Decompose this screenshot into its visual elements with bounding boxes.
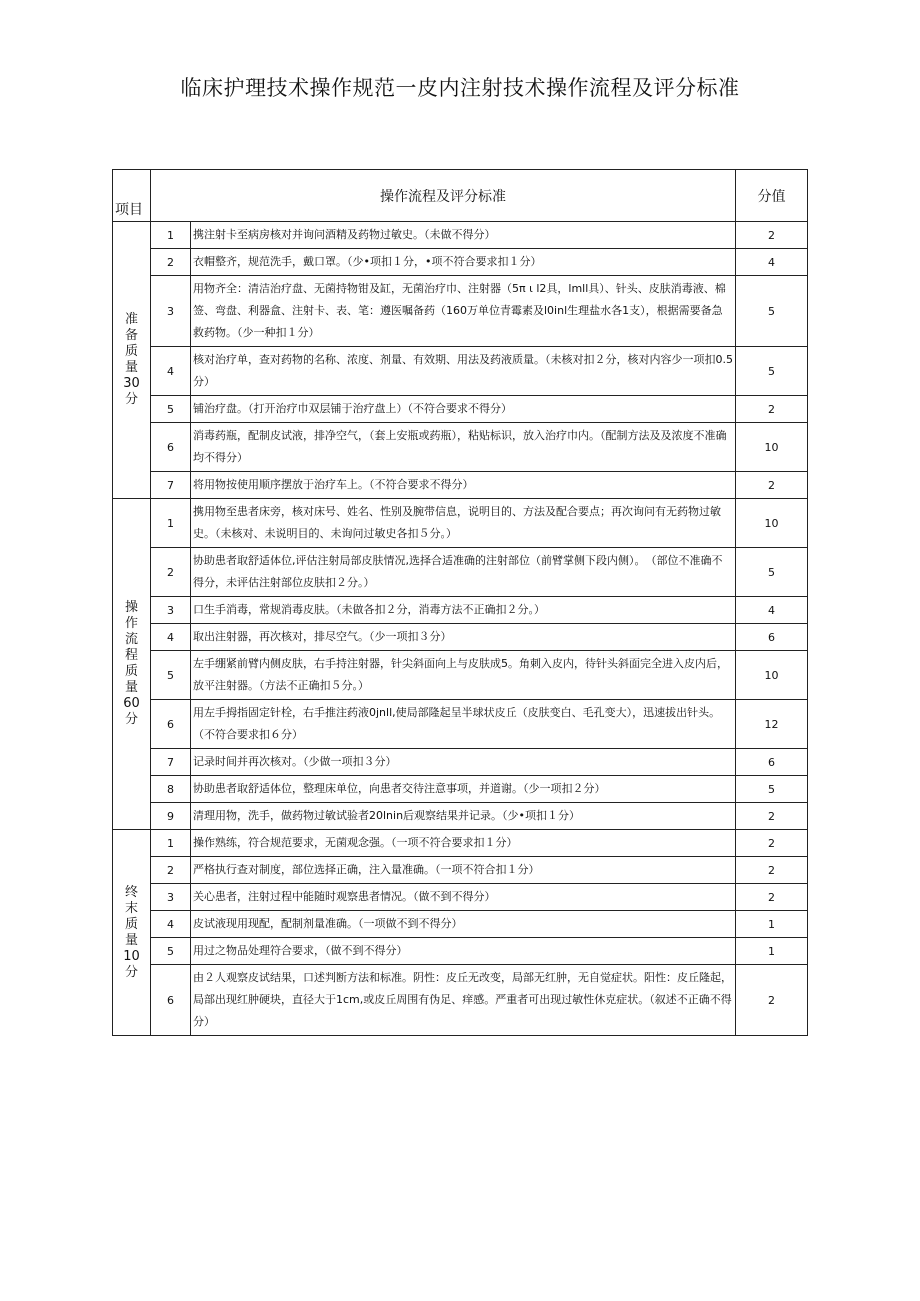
row-number: 6 — [151, 700, 191, 749]
row-score: 6 — [736, 624, 808, 651]
row-number: 6 — [151, 423, 191, 472]
row-number: 4 — [151, 624, 191, 651]
header-process: 操作流程及评分标准 — [151, 170, 736, 222]
table-row — [113, 965, 808, 1036]
row-number: 2 — [151, 548, 191, 597]
table-row — [113, 548, 808, 597]
row-content: 操作熟练，符合规范要求，无菌观念强。（一项不符合要求扣１分） — [191, 830, 736, 857]
row-number: 3 — [151, 597, 191, 624]
row-number: 4 — [151, 347, 191, 396]
row-number: 2 — [151, 857, 191, 884]
table-row — [113, 396, 808, 423]
row-content: 用左手拇指固定针栓，右手推注药液0jnll,使局部隆起呈半球状皮丘（皮肤变白、毛孔变大），迅速拔出针头。（不符合要求扣６分） — [191, 700, 736, 749]
row-number: 4 — [151, 911, 191, 938]
row-score: 5 — [736, 276, 808, 347]
row-score: 5 — [736, 347, 808, 396]
header-item: 项目 — [113, 170, 151, 222]
table-row — [113, 830, 808, 857]
section-cell — [113, 499, 151, 830]
row-content: 左手绷紧前臂内侧皮肤，右手持注射器，针尖斜面向上与皮肤成5。角刺入皮内，待针头斜面完全进入皮内后，放平注射器。（方法不正确扣５分。） — [191, 651, 736, 700]
row-number: 1 — [151, 499, 191, 548]
row-content: 清理用物，洗手，做药物过敏试验者20lnin后观察结果并记录。（少•项扣１分） — [191, 803, 736, 830]
row-content: 核对治疗单，查对药物的名称、浓度、剂量、有效期、用法及药液质量。（未核对扣２分，核对内容少一项扣0.5分） — [191, 347, 736, 396]
row-content: 衣帽整齐，规范洗手，戴口罩。（少•项扣１分，•项不符合要求扣１分） — [191, 249, 736, 276]
row-score: 1 — [736, 938, 808, 965]
table-row — [113, 347, 808, 396]
row-content: 皮试液现用现配，配制剂量准确。（一项做不到不得分） — [191, 911, 736, 938]
table-row — [113, 776, 808, 803]
table-row — [113, 472, 808, 499]
row-content: 协助患者取舒适体位,评估注射局部皮肤情况,选择合适准确的注射部位（前臂掌侧下段内侧）。 （部位不准确不得分，未评估注射部位皮肤扣２分。） — [191, 548, 736, 597]
row-score: 2 — [736, 222, 808, 249]
row-score: 2 — [736, 857, 808, 884]
section-label: 准备质量30分 — [123, 312, 140, 407]
table-row — [113, 423, 808, 472]
row-score: 5 — [736, 548, 808, 597]
row-number: 1 — [151, 222, 191, 249]
row-number: 1 — [151, 830, 191, 857]
row-content: 携注射卡至病房核对并询问酒精及药物过敏史。（未做不得分） — [191, 222, 736, 249]
table-row — [113, 884, 808, 911]
row-number: 9 — [151, 803, 191, 830]
header-score: 分值 — [736, 170, 808, 222]
row-content: 携用物至患者床旁，核对床号、姓名、性别及腕带信息，说明目的、方法及配合要点；再次询问有无药物过敏史。（未核对、未说明目的、未询问过敏史各扣５分。） — [191, 499, 736, 548]
row-content: 将用物按使用顺序摆放于治疗车上。（不符合要求不得分） — [191, 472, 736, 499]
table-row — [113, 911, 808, 938]
table-row — [113, 803, 808, 830]
row-score: 2 — [736, 830, 808, 857]
row-score: 5 — [736, 776, 808, 803]
row-number: 7 — [151, 749, 191, 776]
row-content: 取出注射器，再次核对，排尽空气。（少一项扣３分） — [191, 624, 736, 651]
row-content: 协助患者取舒适体位，整理床单位，向患者交待注意事项，并道谢。（少一项扣２分） — [191, 776, 736, 803]
section-label: 终末质量10分 — [123, 884, 140, 980]
row-score: 2 — [736, 965, 808, 1036]
section-cell — [113, 222, 151, 499]
row-score: 1 — [736, 911, 808, 938]
row-content: 严格执行查对制度，部位选择正确，注入量准确。（一项不符合扣１分） — [191, 857, 736, 884]
row-score: 2 — [736, 803, 808, 830]
page-title: 临床护理技术操作规范一皮内注射技术操作流程及评分标准 — [180, 76, 740, 100]
row-number: 5 — [151, 938, 191, 965]
row-number: 8 — [151, 776, 191, 803]
row-score: 2 — [736, 884, 808, 911]
row-score: 12 — [736, 700, 808, 749]
row-content: 记录时间并再次核对。（少做一项扣３分） — [191, 749, 736, 776]
table-row — [113, 857, 808, 884]
table-row — [113, 249, 808, 276]
row-score: 10 — [736, 651, 808, 700]
row-number: 2 — [151, 249, 191, 276]
row-number: 7 — [151, 472, 191, 499]
table-header-row — [113, 170, 808, 222]
row-content: 消毒药瓶，配制皮试液，排净空气，（套上安瓶或药瓶），粘贴标识，放入治疗巾内。（配制方法及及浓度不准确均不得分） — [191, 423, 736, 472]
row-number: 6 — [151, 965, 191, 1036]
row-score: 4 — [736, 597, 808, 624]
row-score: 10 — [736, 423, 808, 472]
section-label: 操作流程质量60分 — [123, 600, 140, 727]
table-row — [113, 749, 808, 776]
section-cell — [113, 830, 151, 1036]
row-number: 3 — [151, 884, 191, 911]
row-number: 5 — [151, 396, 191, 423]
row-number: 5 — [151, 651, 191, 700]
table-row — [113, 276, 808, 347]
row-content: 用物齐全：清洁治疗盘、无菌持物钳及缸，无菌治疗巾、注射器（5π ι l2具，lmll具）、针头、皮肤消毒液、棉签、弯盘、利器盒、注射卡、表、笔：遵医嘱备药（160万单位青霉素及l0inl生理盐水各1支），根据需要备急救药物。（少一种扣１分） — [191, 276, 736, 347]
table-row — [113, 651, 808, 700]
table-row — [113, 624, 808, 651]
row-number: 3 — [151, 276, 191, 347]
table-row — [113, 597, 808, 624]
row-score: 6 — [736, 749, 808, 776]
row-content: 关心患者，注射过程中能随时观察患者情况。（做不到不得分） — [191, 884, 736, 911]
row-content: 口生手消毒，常规消毒皮肤。（未做各扣２分，消毒方法不正确扣２分。） — [191, 597, 736, 624]
row-score: 2 — [736, 472, 808, 499]
scoring-table — [112, 169, 808, 1036]
row-score: 2 — [736, 396, 808, 423]
row-content: 铺治疗盘。（打开治疗巾双层铺于治疗盘上）（不符合要求不得分） — [191, 396, 736, 423]
table-row — [113, 499, 808, 548]
row-score: 10 — [736, 499, 808, 548]
row-content: 用过之物品处理符合要求，（做不到不得分） — [191, 938, 736, 965]
row-content: 由２人观察皮试结果，口述判断方法和标准。阴性：皮丘无改变，局部无红肿，无自觉症状。阳性：皮丘隆起，局部出现红肿硬块，直径大于1cm,或皮丘周围有伪足、痒感。严重者可出现过敏性休克症状。（叙述不正确不得分） — [191, 965, 736, 1036]
table-row — [113, 222, 808, 249]
table-row — [113, 700, 808, 749]
table-row — [113, 938, 808, 965]
table-body — [113, 222, 808, 1036]
row-score: 4 — [736, 249, 808, 276]
